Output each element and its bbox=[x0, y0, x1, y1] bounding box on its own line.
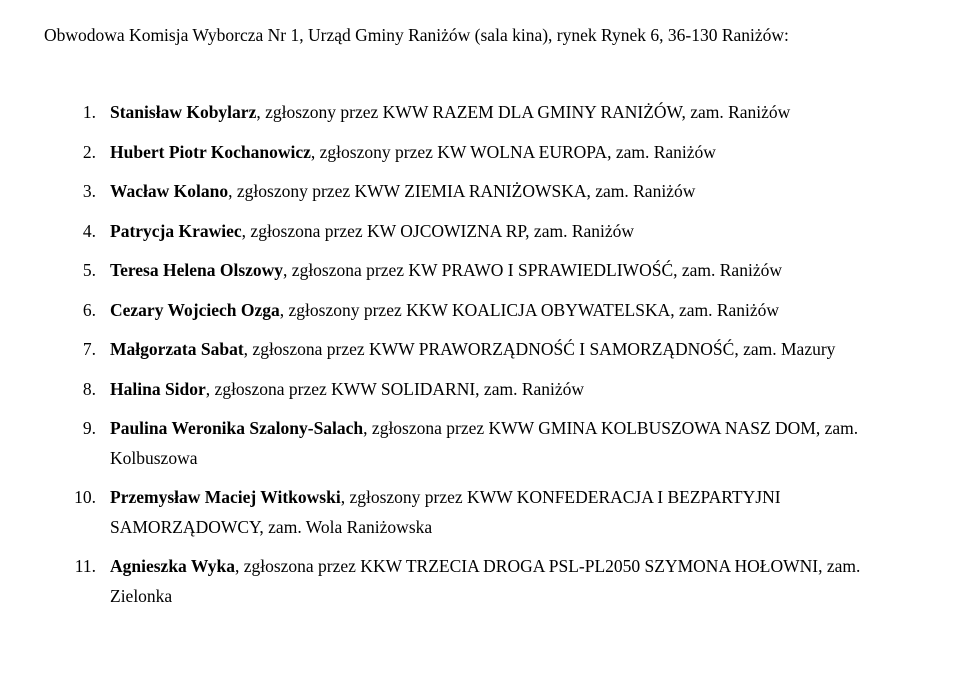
document-heading: Obwodowa Komisja Wyborcza Nr 1, Urząd Gminy Raniżów (sala kina), rynek Rynek 6, 36-130 Raniżów: bbox=[44, 25, 789, 45]
list-item bbox=[62, 98, 922, 128]
member-details: , zgłoszony przez KKW KOALICJA OBYWATELSKA, zam. Raniżów bbox=[279, 299, 780, 320]
item-text bbox=[110, 256, 922, 286]
item-text bbox=[110, 414, 922, 473]
item-text bbox=[110, 296, 922, 326]
member-details: , zgłoszona przez KW OJCOWIZNA RP, zam. Raniżów bbox=[241, 220, 635, 241]
member-details: , zgłoszona przez KKW TRZECIA DROGA PSL-PL2050 SZYMONA HOŁOWNI, zam. Zielonka bbox=[110, 556, 861, 606]
member-details: , zgłoszony przez KWW ZIEMIA RANIŻOWSKA, zam. Raniżów bbox=[228, 181, 696, 201]
member-details: , zgłoszony przez KWW KONFEDERACJA I BEZPARTYJNI SAMORZĄDOWCY, zam. Wola Raniżowska bbox=[110, 487, 781, 537]
item-number: 6. bbox=[82, 299, 96, 320]
member-details: , zgłoszona przez KWW GMINA KOLBUSZOWA NASZ DOM, zam. Kolbuszowa bbox=[110, 418, 859, 468]
item-text bbox=[110, 335, 922, 365]
item-text bbox=[110, 375, 922, 405]
list-item bbox=[62, 177, 922, 207]
item-number: 1. bbox=[82, 102, 96, 122]
list-item bbox=[62, 296, 922, 326]
member-details: , zgłoszony przez KW WOLNA EUROPA, zam. Raniżów bbox=[310, 141, 716, 162]
item-number: 9. bbox=[82, 418, 96, 438]
item-number: 3. bbox=[82, 181, 96, 201]
item-number: 4. bbox=[82, 220, 96, 241]
list-item bbox=[62, 335, 922, 365]
item-number: 7. bbox=[82, 339, 96, 359]
member-name: Przemysław Maciej Witkowski bbox=[110, 487, 341, 507]
item-text bbox=[110, 98, 922, 128]
member-name: Hubert Piotr Kochanowicz bbox=[110, 141, 311, 162]
item-text bbox=[110, 138, 922, 168]
member-name: Paulina Weronika Szalony-Salach bbox=[110, 418, 364, 438]
item-text bbox=[110, 552, 922, 611]
member-name: Agnieszka Wyka bbox=[110, 556, 235, 576]
item-text bbox=[110, 217, 922, 247]
item-number: 10. bbox=[74, 487, 96, 507]
list-item bbox=[62, 138, 922, 168]
list-item bbox=[62, 483, 922, 542]
list-item bbox=[62, 375, 922, 405]
committee-member-list bbox=[62, 98, 922, 621]
member-details: , zgłoszony przez KWW RAZEM DLA GMINY RANIŻÓW, zam. Raniżów bbox=[256, 102, 791, 122]
item-number: 2. bbox=[82, 141, 96, 162]
member-name: Wacław Kolano bbox=[110, 181, 229, 201]
item-number: 5. bbox=[82, 260, 96, 280]
list-item bbox=[62, 414, 922, 473]
member-name: Halina Sidor bbox=[110, 378, 206, 399]
item-number: 8. bbox=[82, 378, 96, 399]
member-details: , zgłoszona przez KWW PRAWORZĄDNOŚĆ I SAMORZĄDNOŚĆ, zam. Mazury bbox=[243, 339, 836, 359]
member-name: Teresa Helena Olszowy bbox=[110, 260, 284, 280]
member-name: Stanisław Kobylarz bbox=[110, 102, 257, 122]
member-name: Małgorzata Sabat bbox=[110, 339, 244, 359]
item-text bbox=[110, 177, 922, 207]
member-name: Cezary Wojciech Ozga bbox=[110, 299, 280, 320]
list-item bbox=[62, 256, 922, 286]
item-text bbox=[110, 483, 922, 542]
list-item bbox=[62, 217, 922, 247]
member-name: Patrycja Krawiec bbox=[110, 220, 242, 241]
member-details: , zgłoszona przez KW PRAWO I SPRAWIEDLIWOŚĆ, zam. Raniżów bbox=[283, 260, 782, 280]
member-details: , zgłoszona przez KWW SOLIDARNI, zam. Raniżów bbox=[205, 378, 585, 399]
item-number: 11. bbox=[74, 556, 96, 576]
list-item bbox=[62, 552, 922, 611]
